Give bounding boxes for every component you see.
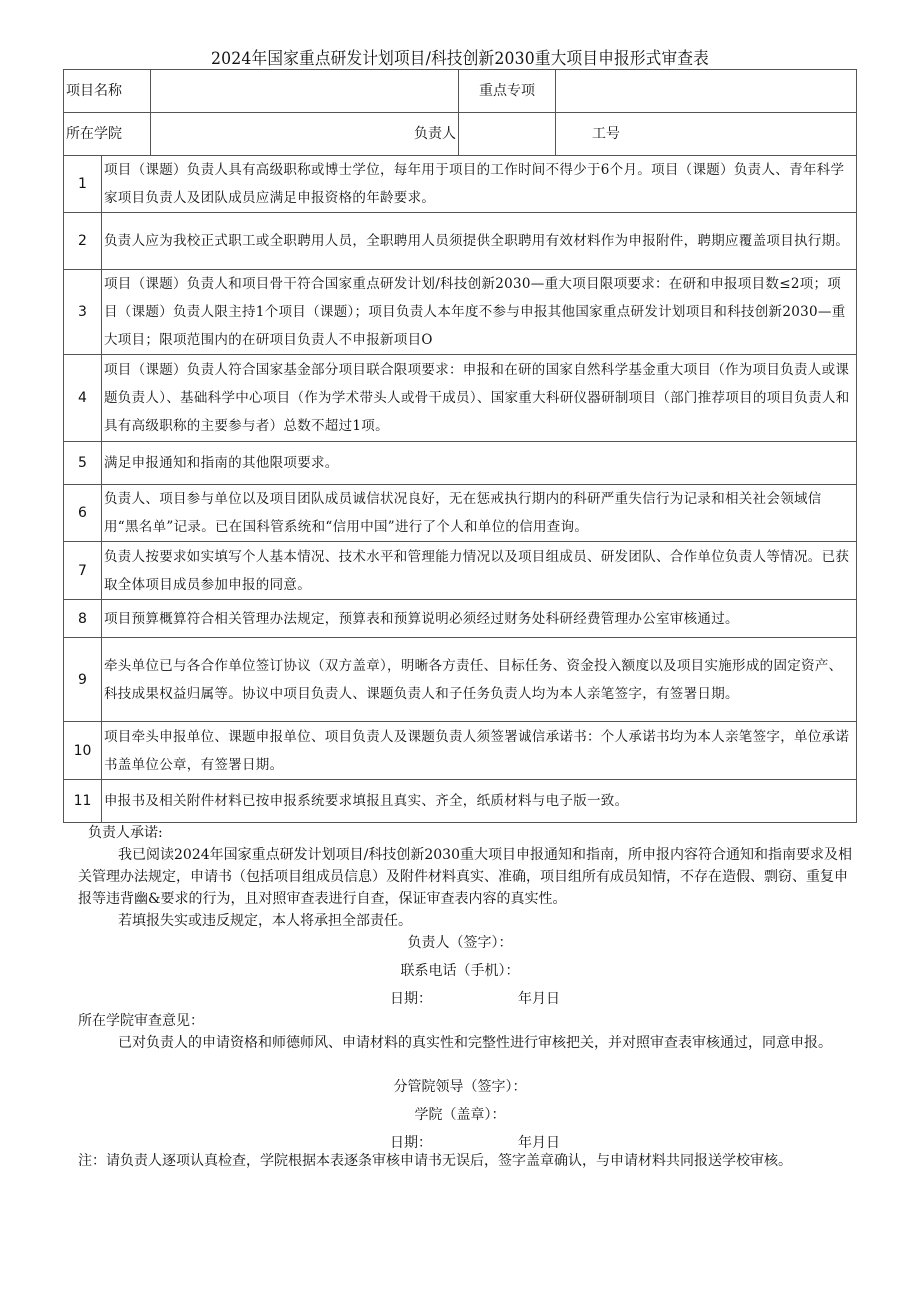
- commitment-liability: 若填报失实或违反规定，本人将承担全部责任。: [118, 913, 412, 929]
- commitment-date-suffix: 年月日: [518, 991, 560, 1007]
- staff-id-label-text: 工号: [592, 126, 620, 142]
- item-number: 2: [64, 213, 102, 270]
- item-text: 牵头单位已与各合作单位签订协议（双方盖章），明晰各方责任、目标任务、资金投入额度以及项目实施形成的固定资产、科技成果权益归属等。协议中项目负责人、课题负责人和子任务负责人均为本人亲笔签字，有签署日期。: [102, 638, 857, 722]
- phone-line: [0, 960, 920, 982]
- item-number: 9: [64, 638, 102, 722]
- item-number: 4: [64, 355, 102, 442]
- college-leader-signature-label: 分管院领导（签字）：: [393, 1079, 527, 1095]
- table-row: [64, 355, 857, 442]
- leader-label: 负责人: [151, 113, 459, 156]
- project-name-field[interactable]: [151, 70, 459, 113]
- item-text: 项目牵头申报单位、课题申报单位、项目负责人及课题负责人须签署诚信承诺书：个人承诺书均为本人亲笔签字，单位承诺书盖单位公章，有签署日期。: [102, 722, 857, 780]
- page-title: 2024年国家重点研发计划项目/科技创新2030重大项目申报形式审查表: [211, 49, 709, 69]
- header-row-college: [64, 113, 857, 156]
- item-number: 5: [64, 442, 102, 485]
- table-row: [64, 442, 857, 485]
- leader-signature-line: [0, 932, 920, 954]
- item-text: 项目（课题）负责人符合国家基金部分项目联合限项要求：申报和在研的国家自然科学基金重大项目（作为项目负责人或课题负责人）、基础科学中心项目（作为学术带头人或骨干成员）、国家重大科研仪器研制项目（部门推荐项目的项目负责人和具有高级职称的主要参与者）总数不超过1项。: [102, 355, 857, 442]
- table-row: [64, 600, 857, 638]
- item-text: 项目（课题）负责人和项目骨干符合国家重点研发计划/科技创新2030—重大项目限项要求：在研和申报项目数≤2项；项目（课题）负责人限主持1个项目（课题）；项目负责人本年度不参与申报其他国家重点研发计划项目和科技创新2030—重大项目；限项范围内的在研项目负责人不申报新项目O: [102, 270, 857, 355]
- leader-field[interactable]: [459, 113, 556, 156]
- item-number: 8: [64, 600, 102, 638]
- college-date-label: 日期：: [390, 1135, 432, 1151]
- item-number: 1: [64, 156, 102, 213]
- phone-label: 联系电话（手机）：: [400, 963, 520, 979]
- table-row: [64, 156, 857, 213]
- commitment-date-line: [0, 988, 920, 1010]
- review-form-table: [63, 69, 857, 823]
- commitment-date-label: 日期：: [390, 991, 432, 1007]
- item-number: 3: [64, 270, 102, 355]
- college-date-suffix: 年月日: [518, 1135, 560, 1151]
- item-number: 10: [64, 722, 102, 780]
- project-name-label: 项目名称: [64, 70, 151, 113]
- table-row: [64, 638, 857, 722]
- table-row: [64, 485, 857, 542]
- table-row: [64, 270, 857, 355]
- table-row: [64, 213, 857, 270]
- commitment-paragraph: 我已阅读2024年国家重点研发计划项目/科技创新2030重大项目申报通知和指南，所申报内容符合通知和指南要求及相关管理办法规定，申请书（包括项目组成员信息）及附件材料真实、准确，项目组所有成员知情，不存在造假、剽窃、重复申报等违背幽&要求的行为，且对照审查表进行自查，保证审查表内容的真实性。: [78, 847, 852, 907]
- leader-signature-label: 负责人（签字）：: [407, 935, 513, 951]
- college-seal-label: 学院（盖章）：: [414, 1107, 506, 1123]
- item-text: 负责人、项目参与单位以及项目团队成员诚信状况良好，无在惩戒执行期内的科研严重失信行为记录和相关社会领域信用“黑名单”记录。已在国科管系统和“信用中国”进行了个人和单位的信用查询。: [102, 485, 857, 542]
- key-project-field[interactable]: [556, 70, 857, 113]
- table-row: [64, 542, 857, 600]
- item-text: 负责人按要求如实填写个人基本情况、技术水平和管理能力情况以及项目组成员、研发团队、合作单位负责人等情况。已获取全体项目成员参加申报的同意。: [102, 542, 857, 600]
- college-leader-signature-line: [0, 1076, 920, 1098]
- college-review-paragraph: 已对负责人的申请资格和师德师风、申请材料的真实性和完整性进行审核把关，并对照审查表审核通过，同意申报。: [118, 1035, 832, 1051]
- header-row-project: [64, 70, 857, 113]
- college-label: 所在学院: [64, 113, 151, 156]
- item-text: 满足申报通知和指南的其他限项要求。: [102, 442, 857, 485]
- item-number: 6: [64, 485, 102, 542]
- footnote: 注：请负责人逐项认真检查，学院根据本表逐条审核申请书无误后，签字盖章确认，与申请材料共同报送学校审核。: [78, 1153, 792, 1169]
- college-review-heading: 所在学院审查意见：: [78, 1013, 204, 1029]
- key-project-label: 重点专项: [459, 70, 556, 113]
- staff-id-label: [556, 113, 857, 156]
- item-text: 申报书及相关附件材料已按申报系统要求填报且真实、齐全，纸质材料与电子版一致。: [102, 780, 857, 823]
- commitment-heading: 负责人承诺:: [88, 825, 163, 841]
- item-text: 项目（课题）负责人具有高级职称或博士学位，每年用于项目的工作时间不得少于6个月。项目（课题）负责人、青年科学家项目负责人及团队成员应满足申报资格的年龄要求。: [102, 156, 857, 213]
- table-row: [64, 780, 857, 823]
- table-row: [64, 722, 857, 780]
- item-text: 负责人应为我校正式职工或全职聘用人员，全职聘用人员须提供全职聘用有效材料作为申报附件，聘期应覆盖项目执行期。: [102, 213, 857, 270]
- item-text: 项目预算概算符合相关管理办法规定，预算表和预算说明必须经过财务处科研经费管理办公室审核通过。: [102, 600, 857, 638]
- item-number: 11: [64, 780, 102, 823]
- college-seal-line: [0, 1104, 920, 1126]
- item-number: 7: [64, 542, 102, 600]
